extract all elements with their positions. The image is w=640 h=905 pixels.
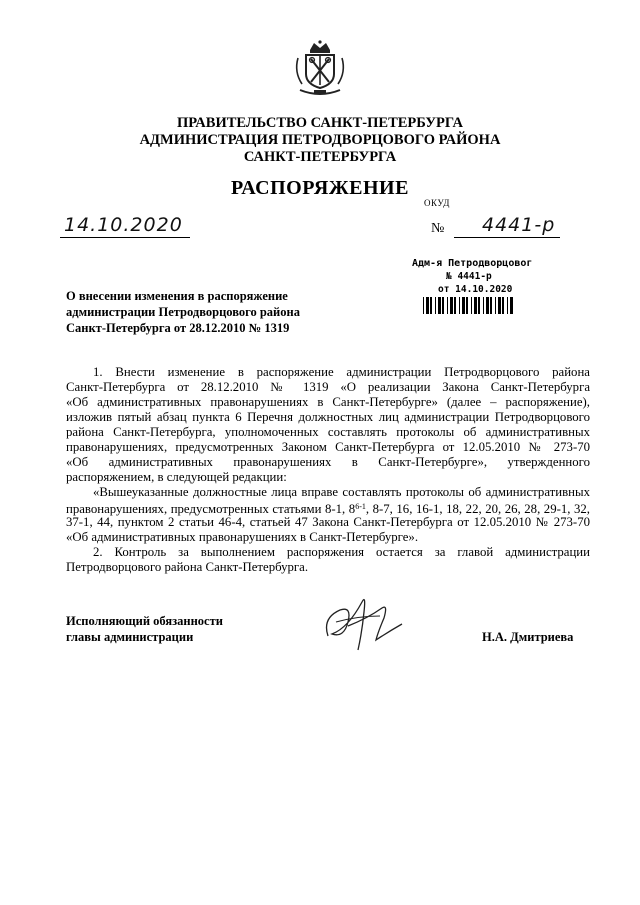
signatory-title-line-1: Исполняющий обязанности: [66, 614, 223, 628]
paragraph-2-line: Петродворцового района Санкт-Петербурга.: [66, 560, 309, 574]
superscript: 6-1: [355, 502, 366, 511]
number-underline: [454, 237, 560, 238]
paragraph-1-line: 1. Внести изменение в распоряжение администрации Петродворцового района: [93, 365, 590, 379]
barcode-bar: [478, 297, 480, 314]
barcode-bar: [498, 297, 501, 314]
paragraph-1-line: «Об административных правонарушениях в Санкт-Петербурге», утвержденного: [66, 455, 590, 469]
quote-text: правонарушениях, предусмотренных статьями 8-1, 8: [66, 502, 356, 516]
org-name-line-2: АДМИНИСТРАЦИЯ ПЕТРОДВОРЦОВОГО РАЙОНА: [139, 132, 501, 148]
barcode-bar: [450, 297, 453, 314]
barcode-bar: [490, 297, 492, 314]
barcode-bar: [447, 297, 448, 314]
barcode-bar: [435, 297, 436, 314]
quote-line: «Вышеуказанные должностные лица вправе составлять протоколы об административных: [93, 485, 590, 499]
barcode-bar: [483, 297, 484, 314]
okud-label: ОКУД: [424, 198, 450, 208]
number-sign: №: [431, 221, 445, 236]
subject-line-1: О внесении изменения в распоряжение: [66, 289, 288, 303]
registration-stamp-line-2: № 4441-р: [446, 271, 492, 282]
barcode-bar: [430, 297, 432, 314]
subject-line-2: администрации Петродворцового района: [66, 305, 300, 319]
paragraph-1-line: правонарушениях, предусмотренных Законом Санкт-Петербурга от 12.05.2010 № 273-70: [66, 440, 590, 454]
barcode-icon: [423, 297, 513, 314]
quote-text: , 8-7, 16, 16-1, 18, 22, 20, 26, 28, 29-1, 32,: [365, 502, 591, 516]
barcode-bar: [474, 297, 477, 314]
barcode-bar: [507, 297, 508, 314]
barcode-bar: [426, 297, 429, 314]
barcode-bar: [438, 297, 441, 314]
barcode-bar: [466, 297, 468, 314]
org-name-line-3: САНКТ-ПЕТЕРБУРГА: [243, 149, 397, 165]
signatory-title-line-2: главы администрации: [66, 630, 194, 644]
barcode-bar: [486, 297, 489, 314]
document-title: РАСПОРЯЖЕНИЕ: [231, 177, 409, 199]
barcode-bar: [423, 297, 424, 314]
signatory-name: Н.А. Дмитриева: [482, 630, 574, 644]
barcode-bar: [454, 297, 456, 314]
coat-of-arms-icon: [292, 40, 348, 98]
barcode-bar: [459, 297, 460, 314]
paragraph-1-line: района Санкт-Петербурга, уполномоченных составлять протоколы об административных: [66, 425, 590, 439]
quote-line: 37-1, 44, пунктом 2 статьи 46-4, статьей 47 Закона Санкт-Петербурга от 12.05.2010 № 273-70: [66, 515, 590, 529]
quote-line: [66, 500, 590, 516]
paragraph-1-line: распоряжением, в следующей редакции:: [66, 470, 287, 484]
paragraph-1-line: «Об административных правонарушениях в Санкт-Петербурге» (далее – распоряжение),: [66, 395, 590, 409]
barcode-bar: [442, 297, 444, 314]
paragraph-1-line: Санкт-Петербурга от 28.12.2010 № 1319 «О реализации Закона Санкт-Петербурга: [66, 380, 590, 394]
barcode-bar: [462, 297, 465, 314]
paragraph-2-line: 2. Контроль за выполнением распоряжения остается за главой администрации: [93, 545, 590, 559]
registration-stamp-line-3: от 14.10.2020: [438, 284, 513, 295]
registration-stamp-line-1: Адм-я Петродворцовог: [412, 258, 533, 269]
handwritten-signature-icon: [318, 588, 408, 658]
document-date: 14.10.2020: [64, 214, 183, 236]
document-number: 4441-р: [482, 214, 556, 236]
barcode-bar: [495, 297, 496, 314]
subject-line-3: Санкт-Петербурга от 28.12.2010 № 1319: [66, 321, 290, 335]
paragraph-1-line: изложив пятый абзац пункта 6 Перечня должностных лиц администрации Петродворцового: [66, 410, 590, 424]
barcode-bar: [510, 297, 513, 314]
barcode-bar: [471, 297, 472, 314]
org-name-line-1: ПРАВИТЕЛЬСТВО САНКТ-ПЕТЕРБУРГА: [177, 115, 463, 131]
date-underline: [60, 237, 190, 238]
barcode-bar: [502, 297, 504, 314]
quote-line: «Об административных правонарушениях в Санкт-Петербурге».: [66, 530, 419, 544]
